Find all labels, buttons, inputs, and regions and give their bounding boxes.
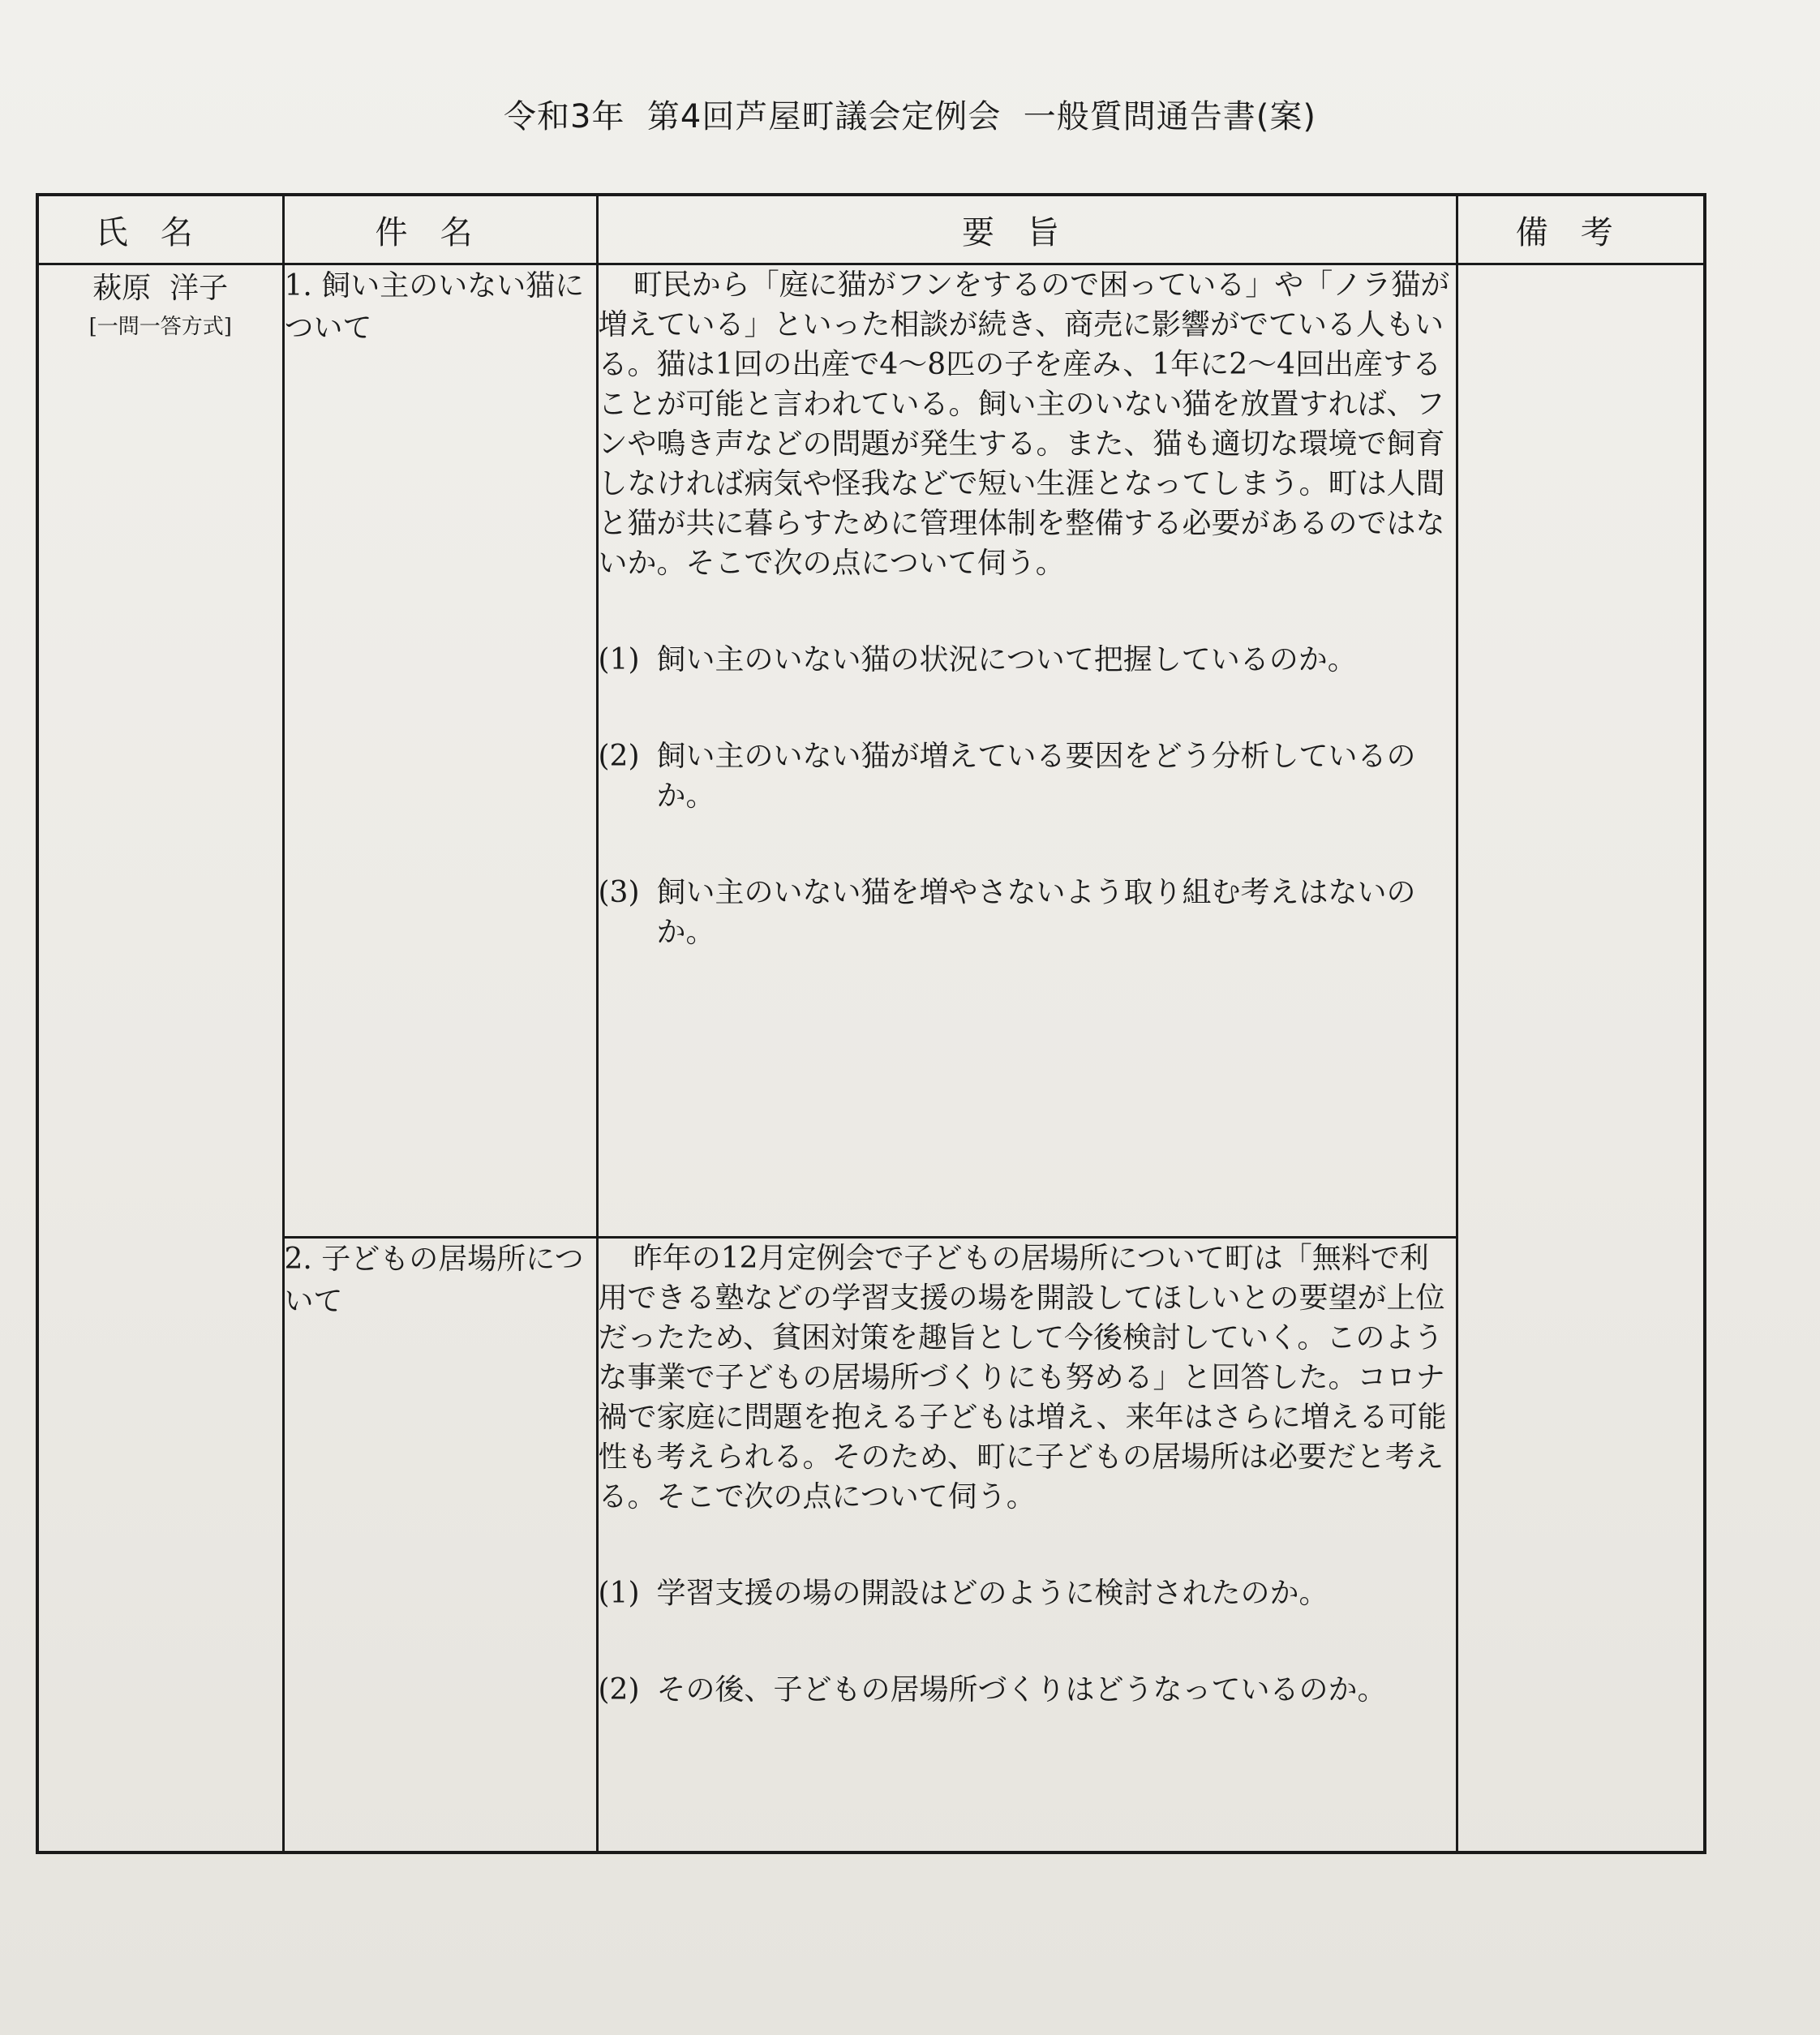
document-title: 令和3年 第4回芦屋町議会定例会 一般質問通告書(案) bbox=[504, 98, 1316, 135]
item-2-subject: 2. 子どもの居場所について bbox=[283, 1238, 597, 1853]
item-2-question-2: (2) その後、子どもの居場所づくりはどうなっているのか。 bbox=[598, 1673, 1387, 1707]
question-method: [一問一答方式] bbox=[88, 315, 232, 339]
table-row-item-1 bbox=[37, 264, 1705, 1238]
remarks-cell bbox=[1457, 264, 1705, 1853]
header-name: 氏名 bbox=[37, 195, 283, 264]
item-1-summary: 町民から「庭に猫がフンをするので困っている」や「ノラ猫が増えている」といった相談が続き、商売に影響がでている人もいる。猫は1回の出産で4～8匹の子を産み、1年に2～4回出産することが可能と言われている。飼い主のいない猫を放置すれば、フンや鳴き声などの問題が発生する。また、猫も適切な環境で飼育しなければ病気や怪我などで短い生涯となってしまう。町は人間と猫が共に暮らすために管理体制を整備する必要があるのではないか。そこで次の点について伺う。 bbox=[598, 268, 1450, 580]
item-1-question-2: (2) 飼い主のいない猫が増えている要因をどう分析しているのか。 bbox=[598, 740, 1416, 813]
item-2-question-1: (1) 学習支援の場の開設はどのように検討されたのか。 bbox=[598, 1577, 1329, 1610]
item-1-question-3: (3) 飼い主のいない猫を増やさないよう取り組む考えはないのか。 bbox=[598, 876, 1416, 949]
item-2-summary-cell bbox=[597, 1238, 1457, 1853]
question-notice-table bbox=[36, 193, 1706, 1854]
item-1-summary-cell bbox=[597, 264, 1457, 1238]
table-row-item-2 bbox=[37, 1238, 1705, 1853]
member-name-cell bbox=[37, 264, 283, 1853]
item-1-subject: 1. 飼い主のいない猫について bbox=[283, 264, 597, 1238]
item-2-summary: 昨年の12月定例会で子どもの居場所について町は「無料で利用できる塾などの学習支援の場を開設してほしいとの要望が上位だったため、貧困対策を趣旨として今後検討していく。このような事業で子どもの居場所づくりにも努める」と回答した。コロナ禍で家庭に問題を抱える子どもは増え、来年はさらに増える可能性も考えられる。そのため、町に子どもの居場所は必要だと考える。そこで次の点について伺う。 bbox=[598, 1242, 1447, 1513]
table-header-row bbox=[37, 195, 1705, 264]
header-remarks: 備考 bbox=[1457, 195, 1705, 264]
member-name: 萩原 洋子 bbox=[92, 272, 229, 305]
header-subject: 件名 bbox=[283, 195, 597, 264]
item-1-question-1: (1) 飼い主のいない猫の状況について把握しているのか。 bbox=[598, 643, 1357, 676]
header-summary: 要旨 bbox=[597, 195, 1457, 264]
